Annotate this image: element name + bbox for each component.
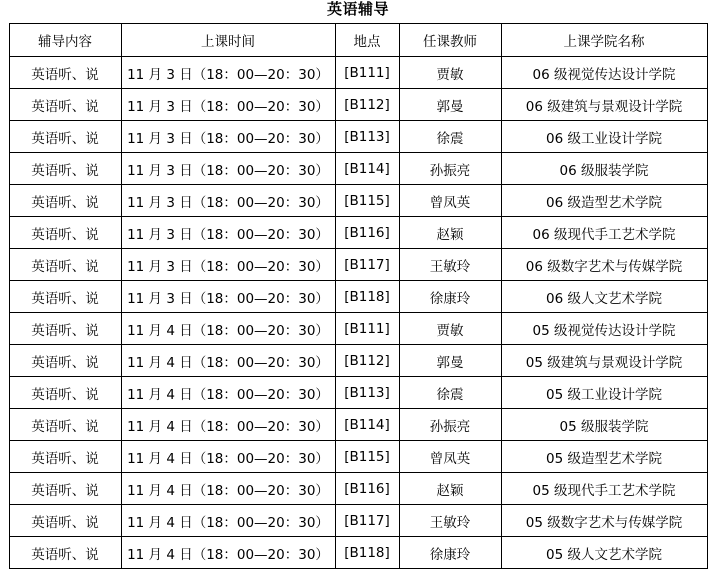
cell-college: 06 级数字艺术与传媒学院 [501,249,707,281]
cell-teacher: 徐震 [399,121,501,153]
cell-college: 06 级工业设计学院 [501,121,707,153]
cell-time: 11 月 4 日（18：00—20：30） [121,377,335,409]
cell-college: 06 级人文艺术学院 [501,281,707,313]
column-header-location: 地点 [335,24,399,57]
cell-teacher: 贾敏 [399,57,501,89]
cell-time: 11 月 3 日（18：00—20：30） [121,217,335,249]
cell-college: 05 级视觉传达设计学院 [501,313,707,345]
cell-time: 11 月 3 日（18：00—20：30） [121,281,335,313]
cell-teacher: 赵颖 [399,217,501,249]
cell-content: 英语听、说 [9,89,121,121]
cell-time: 11 月 3 日（18：00—20：30） [121,121,335,153]
cell-content: 英语听、说 [9,377,121,409]
cell-location: [B115] [335,441,399,473]
cell-college: 06 级服装学院 [501,153,707,185]
cell-location: [B116] [335,217,399,249]
cell-college: 05 级人文艺术学院 [501,537,707,569]
column-header-teacher: 任课教师 [399,24,501,57]
cell-content: 英语听、说 [9,121,121,153]
table-row [9,505,707,537]
cell-teacher: 曾凤英 [399,441,501,473]
table-row [9,441,707,473]
cell-location: [B116] [335,473,399,505]
cell-time: 11 月 3 日（18：00—20：30） [121,89,335,121]
table-row [9,537,707,569]
cell-content: 英语听、说 [9,57,121,89]
cell-college: 05 级数字艺术与传媒学院 [501,505,707,537]
cell-teacher: 曾凤英 [399,185,501,217]
cell-content: 英语听、说 [9,313,121,345]
cell-location: [B118] [335,281,399,313]
cell-location: [B115] [335,185,399,217]
cell-content: 英语听、说 [9,441,121,473]
cell-college: 06 级建筑与景观设计学院 [501,89,707,121]
cell-content: 英语听、说 [9,473,121,505]
cell-college: 05 级服装学院 [501,409,707,441]
cell-content: 英语听、说 [9,505,121,537]
cell-time: 11 月 3 日（18：00—20：30） [121,185,335,217]
cell-time: 11 月 4 日（18：00—20：30） [121,473,335,505]
cell-content: 英语听、说 [9,153,121,185]
cell-time: 11 月 4 日（18：00—20：30） [121,313,335,345]
cell-location: [B111] [335,57,399,89]
cell-time: 11 月 4 日（18：00—20：30） [121,441,335,473]
cell-time: 11 月 4 日（18：00—20：30） [121,409,335,441]
cell-location: [B117] [335,249,399,281]
tutoring-schedule-table [9,23,708,569]
cell-content: 英语听、说 [9,217,121,249]
cell-content: 英语听、说 [9,249,121,281]
cell-location: [B114] [335,153,399,185]
cell-time: 11 月 4 日（18：00—20：30） [121,345,335,377]
cell-teacher: 王敏玲 [399,249,501,281]
cell-location: [B112] [335,89,399,121]
table-header [9,24,707,57]
page-title: 英语辅导 [326,0,389,18]
table-row [9,249,707,281]
cell-time: 11 月 4 日（18：00—20：30） [121,537,335,569]
cell-college: 05 级工业设计学院 [501,377,707,409]
table-header-row [9,24,707,57]
cell-time: 11 月 4 日（18：00—20：30） [121,505,335,537]
cell-college: 05 级建筑与景观设计学院 [501,345,707,377]
column-header-time: 上课时间 [121,24,335,57]
cell-content: 英语听、说 [9,537,121,569]
cell-location: [B113] [335,121,399,153]
table-row [9,313,707,345]
table-row [9,281,707,313]
cell-college: 05 级现代手工艺术学院 [501,473,707,505]
cell-teacher: 贾敏 [399,313,501,345]
table-row [9,473,707,505]
cell-time: 11 月 3 日（18：00—20：30） [121,249,335,281]
cell-teacher: 孙振亮 [399,153,501,185]
table-row [9,121,707,153]
cell-time: 11 月 3 日（18：00—20：30） [121,57,335,89]
cell-teacher: 徐康玲 [399,281,501,313]
cell-teacher: 郭曼 [399,345,501,377]
column-header-college: 上课学院名称 [501,24,707,57]
cell-location: [B118] [335,537,399,569]
table-row [9,89,707,121]
table-body [9,57,707,569]
cell-teacher: 郭曼 [399,89,501,121]
cell-teacher: 徐震 [399,377,501,409]
table-row [9,185,707,217]
cell-college: 06 级现代手工艺术学院 [501,217,707,249]
cell-location: [B113] [335,377,399,409]
table-row [9,377,707,409]
cell-teacher: 王敏玲 [399,505,501,537]
cell-content: 英语听、说 [9,185,121,217]
cell-location: [B112] [335,345,399,377]
table-row [9,57,707,89]
cell-content: 英语听、说 [9,281,121,313]
cell-college: 06 级造型艺术学院 [501,185,707,217]
cell-teacher: 孙振亮 [399,409,501,441]
cell-location: [B111] [335,313,399,345]
cell-location: [B117] [335,505,399,537]
cell-time: 11 月 3 日（18：00—20：30） [121,153,335,185]
cell-teacher: 徐康玲 [399,537,501,569]
cell-teacher: 赵颖 [399,473,501,505]
table-row [9,409,707,441]
cell-content: 英语听、说 [9,409,121,441]
table-row [9,153,707,185]
table-row [9,345,707,377]
column-header-content: 辅导内容 [9,24,121,57]
cell-college: 06 级视觉传达设计学院 [501,57,707,89]
cell-college: 05 级造型艺术学院 [501,441,707,473]
cell-location: [B114] [335,409,399,441]
table-row [9,217,707,249]
cell-content: 英语听、说 [9,345,121,377]
